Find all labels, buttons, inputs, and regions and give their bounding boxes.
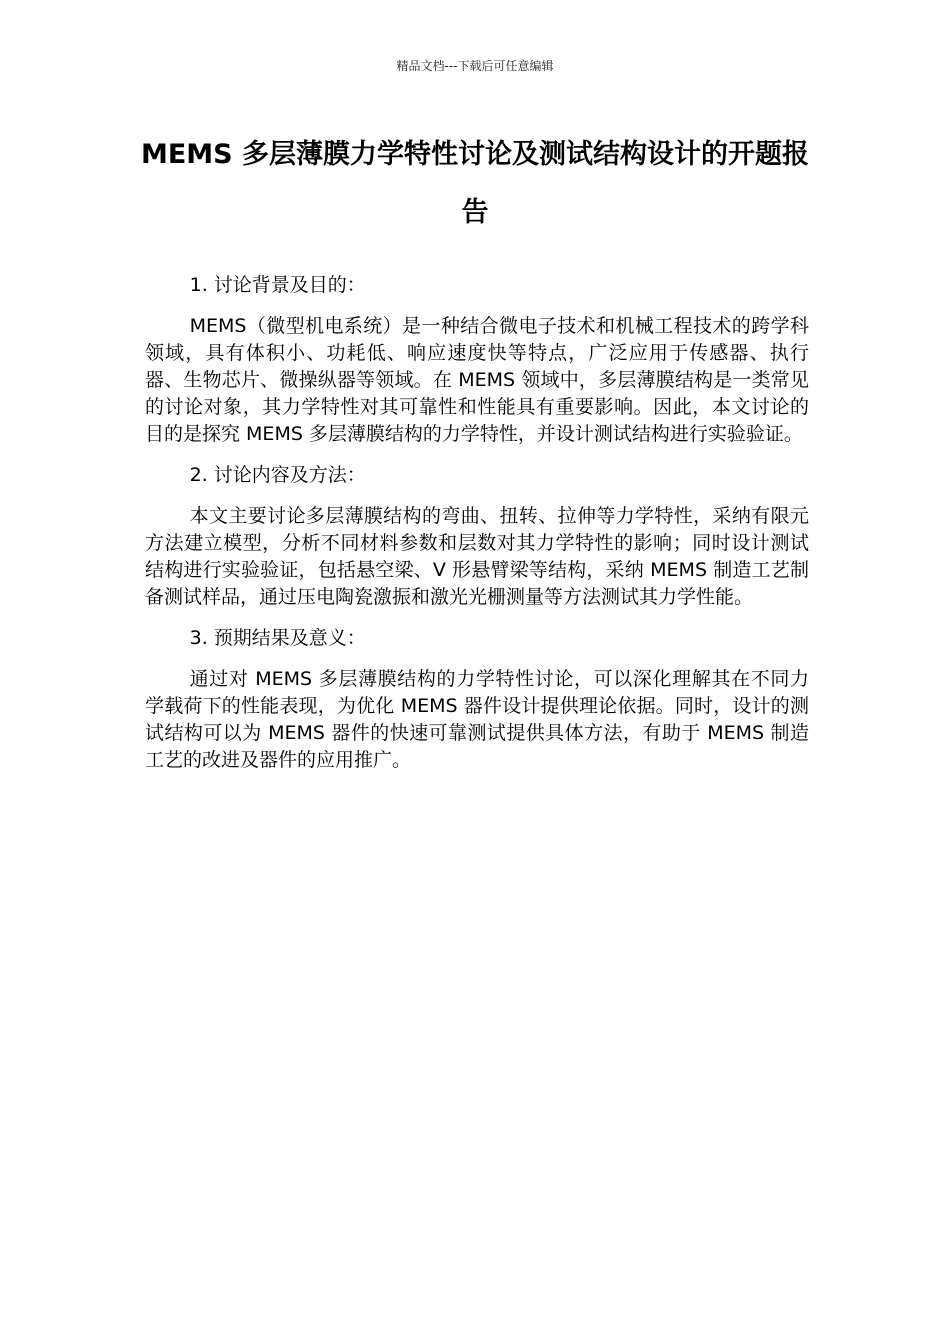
document-title: MEMS 多层薄膜力学特性讨论及测试结构设计的开题报告	[140, 139, 810, 228]
section-heading-methods: 2. 讨论内容及方法：	[189, 464, 366, 486]
section-heading-background: 1. 讨论背景及目的：	[189, 274, 366, 296]
header-note: 精品文档---下载后可任意编辑	[396, 59, 554, 73]
section-body-background: MEMS（微型机电系统）是一种结合微电子技术和机械工程技术的跨学科领域，具有体积小、功耗低、响应速度快等特点，广泛应用于传感器、执行器、生物芯片、微操纵器等领域。在 MEMS 领域中，多层薄膜结构是一类常见的讨论对象，其力学特性对其可靠性和性能具有重要影响。因此，本文讨论的目的是探究 MEMS 多层薄膜结构的力学特性，并设计测试结构进行实验验证。	[145, 315, 809, 445]
section-body-methods: 本文主要讨论多层薄膜结构的弯曲、扭转、拉伸等力学特性，采纳有限元方法建立模型，分析不同材料参数和层数对其力学特性的影响；同时设计测试结构进行实验验证，包括悬空梁、V 形悬臂梁等结构，采纳 MEMS 制造工艺制备测试样品，通过压电陶瓷激振和激光光栅测量等方法测试其力学性能。	[145, 505, 809, 608]
section-body-results: 通过对 MEMS 多层薄膜结构的力学特性讨论，可以深化理解其在不同力学载荷下的性能表现，为优化 MEMS 器件设计提供理论依据。同时，设计的测试结构可以为 MEMS 器件的快速可靠测试提供具体方法，有助于 MEMS 制造工艺的改进及器件的应用推广。	[145, 668, 809, 771]
document-body	[145, 272, 809, 788]
section-heading-results: 3. 预期结果及意义：	[189, 627, 366, 649]
